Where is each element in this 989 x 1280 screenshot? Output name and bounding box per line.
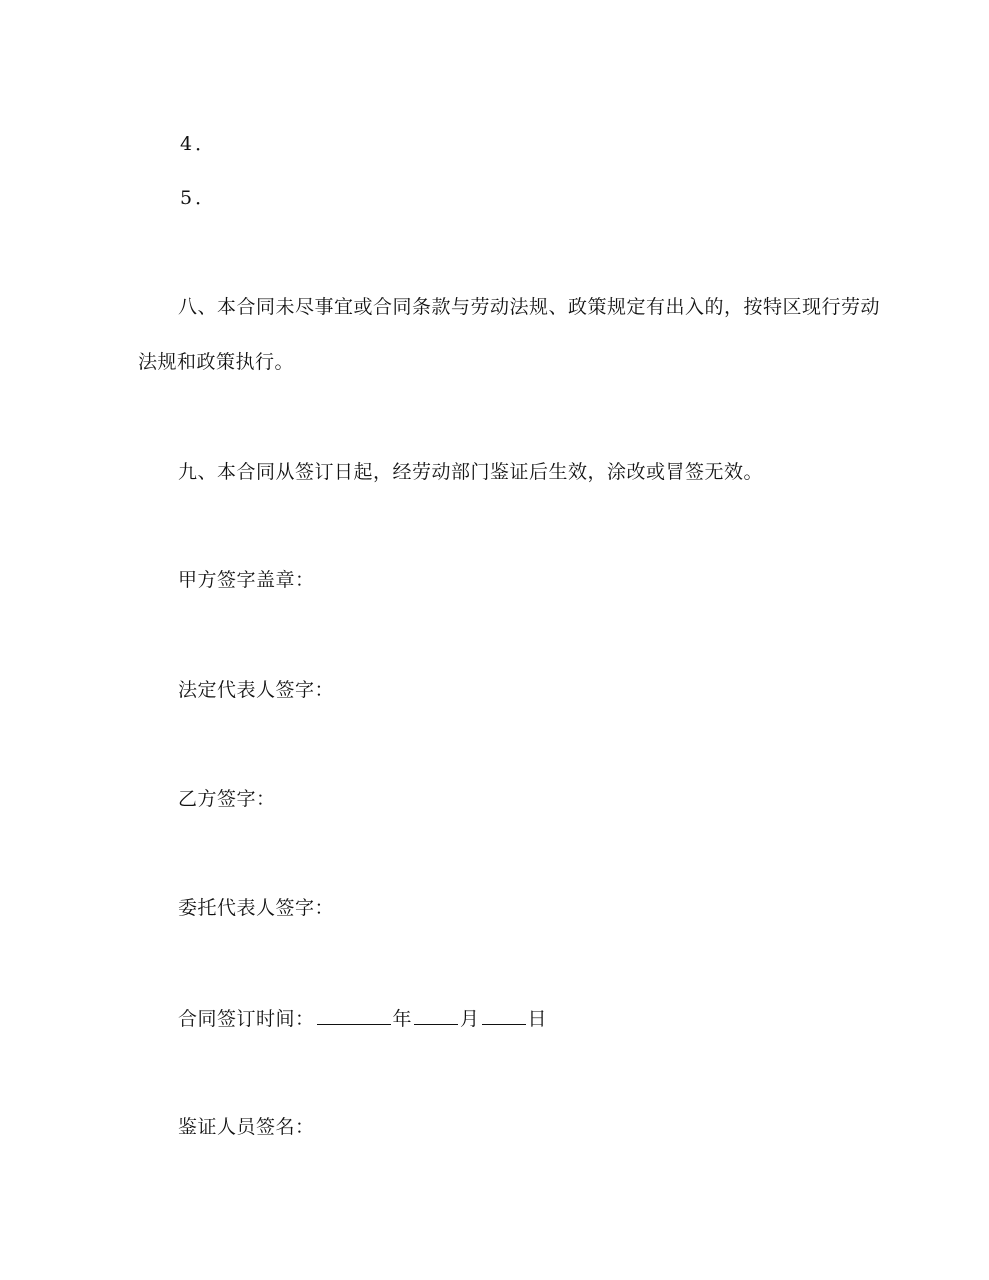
clause-9: 九、本合同从签订日起，经劳动部门鉴证后生效，涂改或冒签无效。 (178, 461, 764, 483)
party-a-signature-label: 甲方签字盖章： (178, 569, 315, 591)
year-blank[interactable] (317, 1006, 391, 1025)
verifier-signature-label: 鉴证人员签名： (178, 1116, 315, 1138)
list-item-4: 4． (180, 133, 218, 155)
day-label: 日 (527, 1008, 548, 1030)
party-b-signature-label: 乙方签字： (178, 788, 276, 810)
list-item-5: 5． (180, 187, 218, 209)
month-blank[interactable] (414, 1006, 458, 1025)
year-label: 年 (392, 1008, 413, 1030)
sign-date-label: 合同签订时间： (178, 1008, 315, 1030)
day-blank[interactable] (482, 1006, 526, 1025)
clause-8-line-1: 八、本合同未尽事宜或合同条款与劳动法规、政策规定有出入的，按特区现行劳动 (178, 296, 881, 318)
entrusted-representative-signature-label: 委托代表人签字： (178, 897, 335, 919)
contract-sign-date (178, 1006, 547, 1031)
month-label: 月 (460, 1008, 480, 1030)
legal-representative-signature-label: 法定代表人签字： (178, 679, 335, 701)
clause-8-line-2: 法规和政策执行。 (138, 351, 295, 373)
